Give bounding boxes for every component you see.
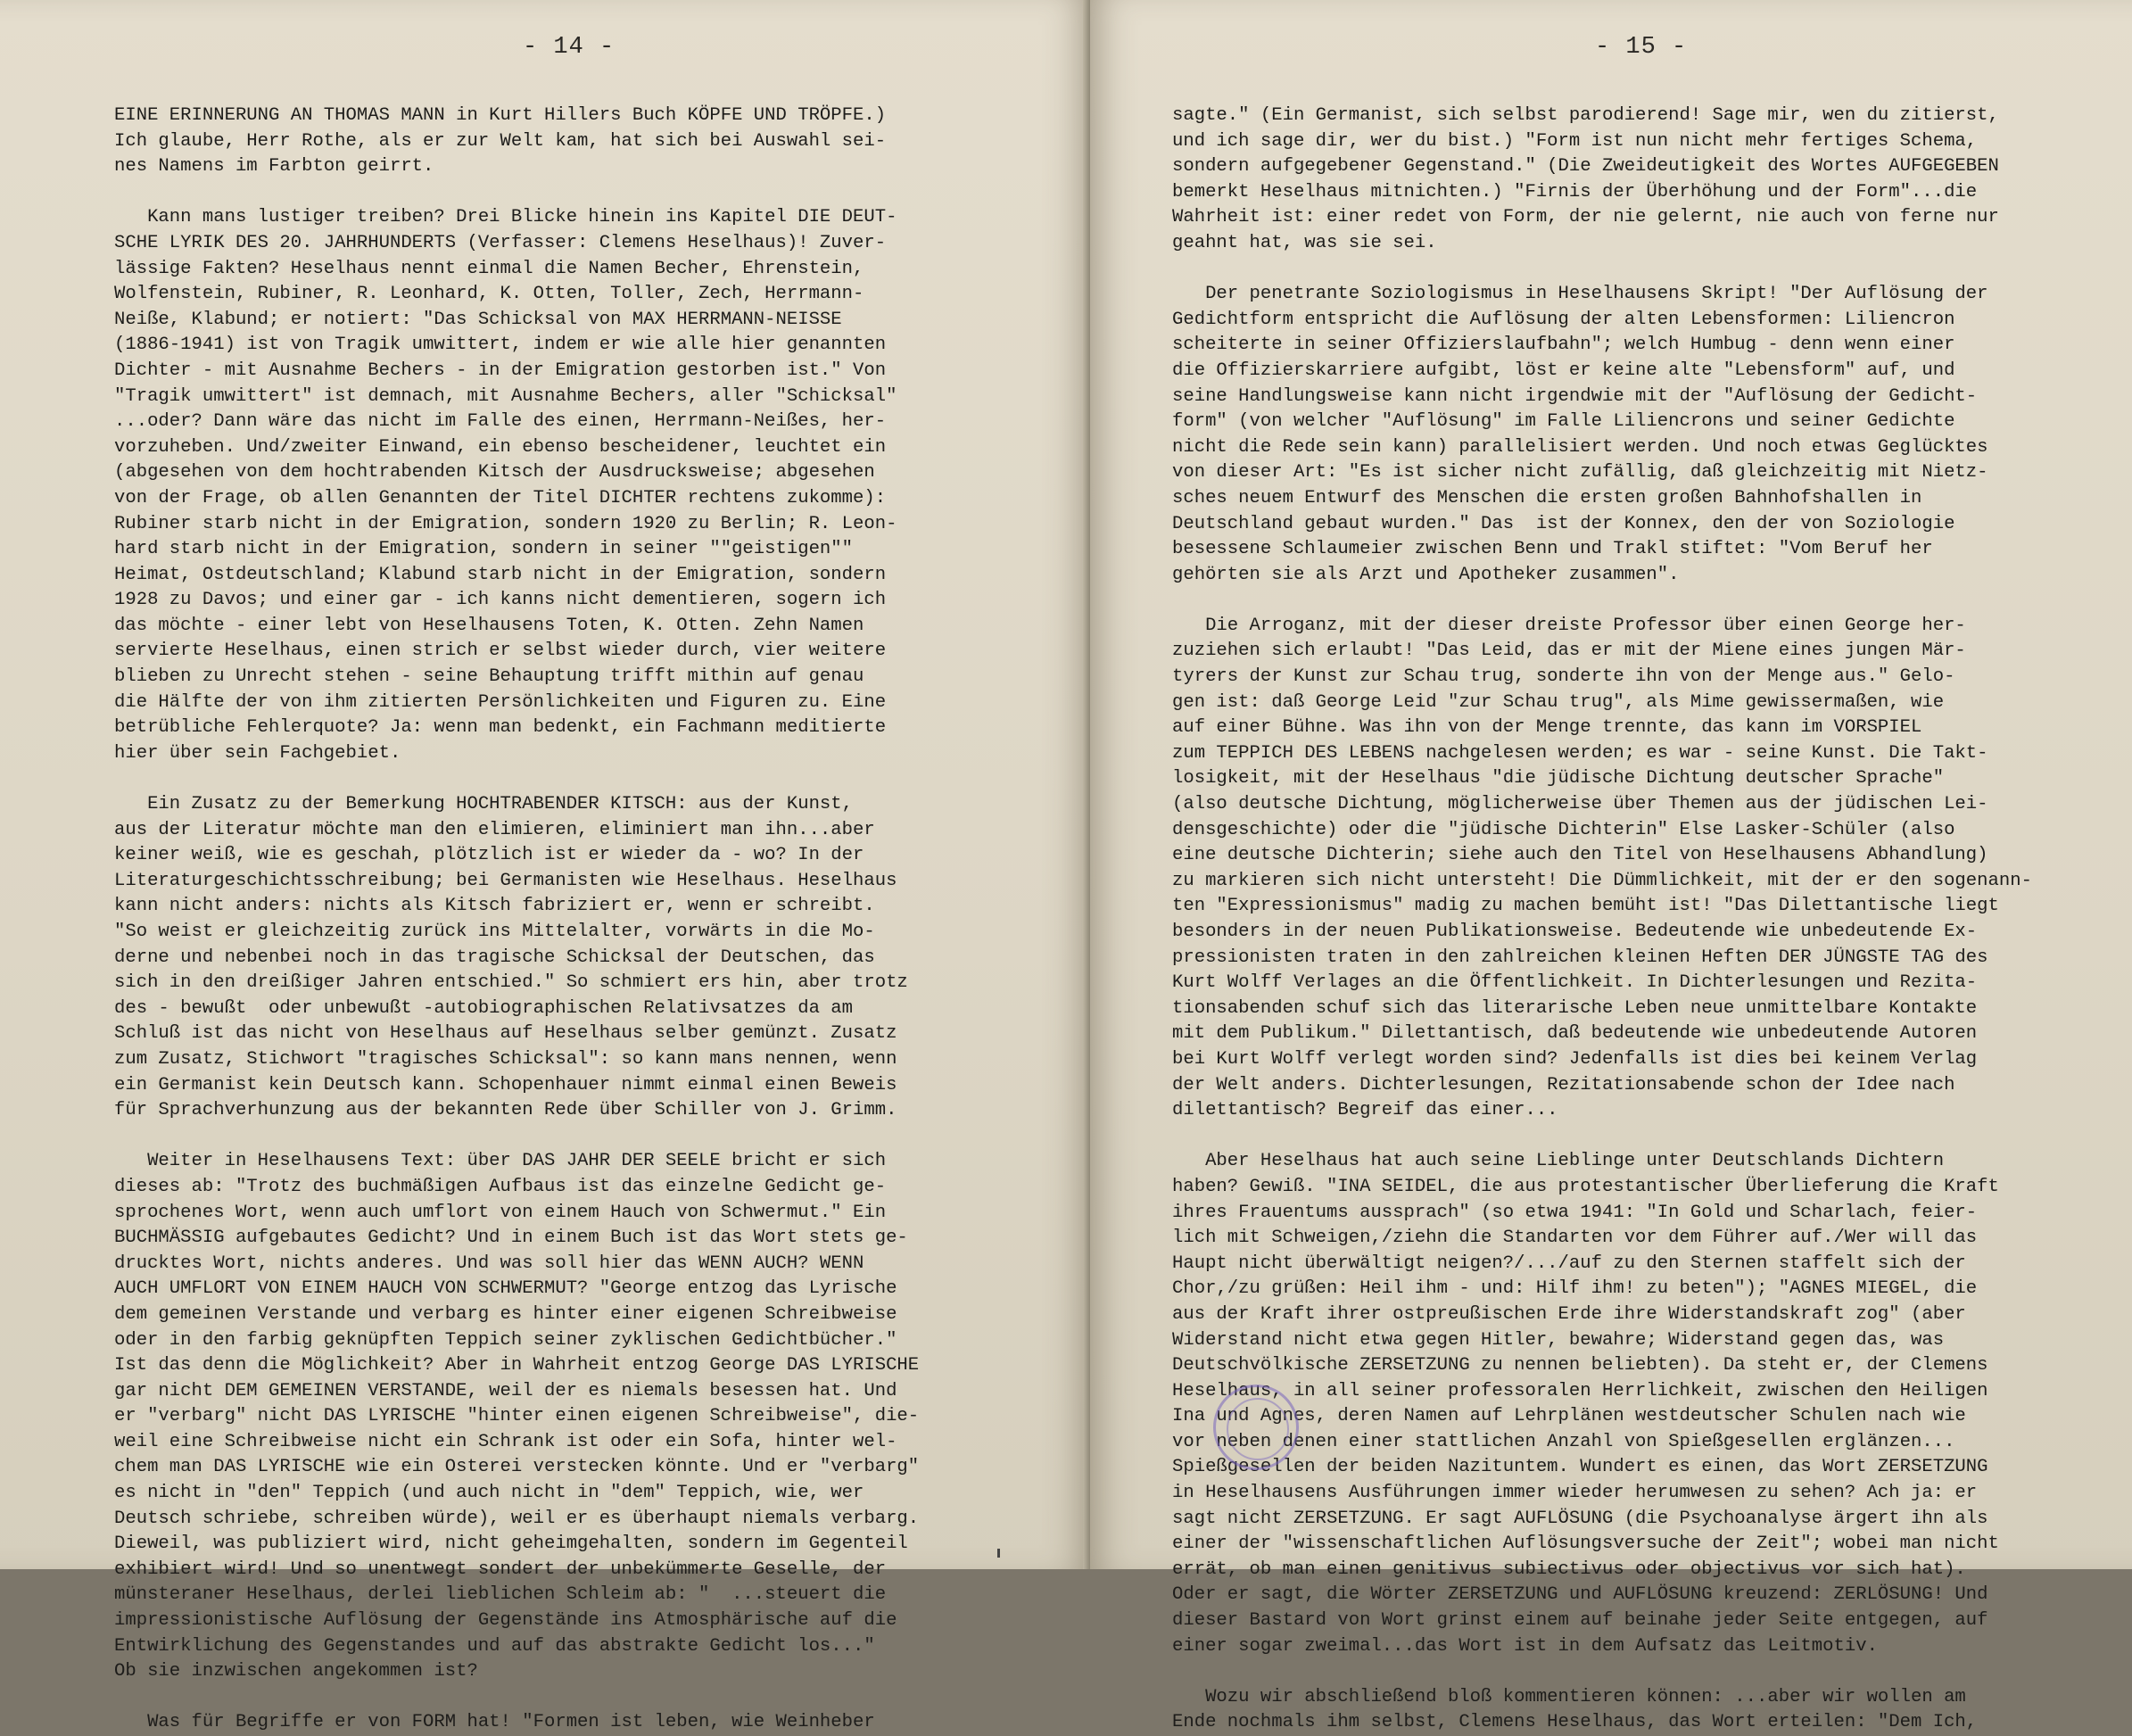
text-line: Deutschvölkische ZERSETZUNG zu nennen beliebten). Da steht er, der Clemens — [1172, 1355, 1988, 1376]
text-line: Rubiner starb nicht in der Emigration, sondern 1920 zu Berlin; R. Leon- — [114, 513, 897, 534]
text-line: Ich glaube, Herr Rothe, als er zur Welt kam, hat sich bei Auswahl sei- — [114, 130, 887, 152]
text-line: gen ist: daß George Leid "zur Schau trug", als Mime gewissermaßen, wie — [1172, 691, 1945, 713]
text-line: lässige Fakten? Heselhaus nennt einmal die Namen Becher, Ehrenstein, — [114, 258, 864, 279]
text-line: Wahrheit ist: einer redet von Form, der nie gelernt, nie auch von ferne nur — [1172, 207, 1999, 228]
text-line: die Offizierskarriere aufgibt, löst er keine alte "Lebensform" auf, und — [1172, 360, 1955, 381]
text-line: dieser Bastard von Wort grinst einem auf beinahe jeder Seite entgegen, auf — [1172, 1610, 1988, 1632]
text-line: besonders in der neuen Publikationsweise. Bedeutende wie unbedeutende Ex- — [1172, 922, 1978, 942]
text-line: Dichter - mit Ausnahme Bechers - in der Emigration gestorben ist." Von — [114, 360, 887, 381]
text-line: eine deutsche Dichterin; siehe auch den Titel von Heselhausens Abhandlung) — [1172, 845, 1988, 866]
text-line: Aber Heselhaus hat auch seine Lieblinge unter Deutschlands Dichtern — [1172, 1151, 1945, 1172]
text-line: derne und nebenbei noch in das tragische Schicksal der Deutschen, das — [114, 947, 875, 968]
right-page-number: - 15 - — [1595, 34, 1688, 61]
text-line: ein Germanist kein Deutsch kann. Schopenhauer nimmt einmal einen Beweis — [114, 1074, 897, 1095]
text-line: sagte." (Ein Germanist, sich selbst parodierend! Sage mir, wen du zitierst, — [1172, 105, 1999, 126]
text-line: einer sogar zweimal...das Wort ist in dem Aufsatz das Leitmotiv. — [1172, 1635, 1878, 1657]
text-line: er "verbarg" nicht DAS LYRISCHE "hinter einen eigenen Schreibweise", die- — [114, 1406, 920, 1427]
text-line: Ob sie inzwischen angekommen ist? — [114, 1661, 478, 1682]
text-line: Heselhaus, in all seiner professoralen Herrlichkeit, zwischen den Heiligen — [1172, 1380, 1988, 1401]
text-line: (also deutsche Dichtung, möglicherweise über Themen aus der jüdischen Lei- — [1172, 794, 1988, 815]
text-line: seine Handlungsweise kann nicht irgendwie mit der "Auflösung der Gedicht- — [1172, 385, 1978, 407]
left-page-number: - 14 - — [523, 34, 616, 61]
text-line: ten "Expressionismus" madig zu machen bemüht ist! "Das Dilettantische liegt — [1172, 896, 1999, 917]
right-page — [1090, 0, 2132, 1733]
text-line: dieses ab: "Trotz des buchmäßigen Aufbaus ist das einzelne Gedicht ge- — [114, 1176, 887, 1197]
text-line: vor neben denen einer stattlichen Anzahl von Spießgesellen erglänzen... — [1172, 1431, 1955, 1452]
text-line: Deutschland gebaut wurden." Das ist der Konnex, den der von Soziologie — [1172, 513, 1955, 534]
text-line: scheiterte in seiner Offizierslaufbahn"; welch Humbug - denn wenn einer — [1172, 335, 1955, 356]
text-line: "So weist er gleichzeitig zurück ins Mittelalter, vorwärts in die Mo- — [114, 922, 875, 942]
text-line: lich mit Schweigen,/ziehn die Standarten vor dem Führer auf./Wer will das — [1172, 1228, 1978, 1249]
text-line: Wozu wir abschließend bloß kommentieren können: ...aber wir wollen am — [1172, 1686, 1966, 1707]
text-line: 1928 zu Davos; und einer gar - ich kanns nicht dementieren, sogern ich — [114, 590, 887, 611]
text-line: auf einer Bühne. Was ihn von der Menge trennte, das kann im VORSPIEL — [1172, 717, 1922, 739]
text-line: BUCHMÄSSIG aufgebautes Gedicht? Und in einem Buch ist das Wort stets ge- — [114, 1228, 908, 1249]
text-line: tionsabenden schuf sich das literarische Leben neue unmittelbare Kontakte — [1172, 997, 1978, 1019]
text-line: errät, ob man einen genitivus subiectivus oder objectivus vor sich hat). — [1172, 1558, 1966, 1580]
text-line: ...oder? Dann wäre das nicht im Falle des einen, Herrmann-Neißes, her- — [114, 411, 887, 433]
text-line: haben? Gewiß. "INA SEIDEL, die aus protestantischer Überlieferung die Kraft — [1172, 1176, 1999, 1197]
text-line: zu markieren sich nicht untersteht! Die Dümmlichkeit, mit der er den sogenann- — [1172, 870, 2032, 891]
text-line — [1172, 588, 2032, 614]
text-line: zum TEPPICH DES LEBENS nachgelesen werden; es war - seine Kunst. Die Takt- — [1172, 742, 1988, 764]
text-line: form" (von welcher "Auflösung" im Falle Liliencrons und seiner Gedichte — [1172, 411, 1955, 433]
text-line: (abgesehen von dem hochtrabenden Kitsch der Ausdrucksweise; abgesehen — [114, 462, 875, 484]
text-line: nicht die Rede sein kann) parallelisiert werden. Und noch etwas Geglücktes — [1172, 436, 1988, 458]
text-line: keiner weiß, wie es geschah, plötzlich ist er wieder da - wo? In der — [114, 845, 864, 866]
page-mark — [997, 1549, 1000, 1558]
text-line: Dieweil, was publiziert wird, nicht geheimgehalten, sondern im Gegenteil — [114, 1533, 908, 1555]
right-page-text — [1172, 103, 2032, 1736]
text-line: von dieser Art: "Es ist sicher nicht zufällig, daß gleichzeitig mit Nietz- — [1172, 462, 1988, 484]
text-line: betrübliche Fehlerquote? Ja: wenn man bedenkt, ein Fachmann meditierte — [114, 717, 887, 739]
text-line: Wolfenstein, Rubiner, R. Leonhard, K. Otten, Toller, Zech, Herrmann- — [114, 284, 864, 305]
text-line: SCHE LYRIK DES 20. JAHRHUNDERTS (Verfasser: Clemens Heselhaus)! Zuver- — [114, 232, 887, 253]
text-line: bemerkt Heselhaus mitnichten.) "Firnis der Überhöhung und der Form"...die — [1172, 181, 1978, 203]
text-line: mit dem Publikum." Dilettantisch, daß bedeutende wie unbedeutende Autoren — [1172, 1023, 1978, 1045]
text-line: pressionisten traten in den zahlreichen kleinen Heften DER JÜNGSTE TAG des — [1172, 947, 1988, 968]
text-line: und ich sage dir, wer du bist.) "Form ist nun nicht mehr fertiges Schema, — [1172, 130, 1978, 152]
text-line: aus der Literatur möchte man den elimieren, eliminiert man ihn...aber — [114, 819, 875, 840]
text-line: Heimat, Ostdeutschland; Klabund starb nicht in der Emigration, sondern — [114, 564, 887, 585]
text-line: Ende nochmals ihm selbst, Clemens Heselhaus, das Wort erteilen: "Dem Ich, — [1172, 1712, 1978, 1733]
text-line: bei Kurt Wolff verlegt worden sind? Jedenfalls ist dies bei keinem Verlag — [1172, 1048, 1978, 1070]
text-line: kann nicht anders: nichts als Kitsch fabriziert er, wenn er schreibt. — [114, 896, 875, 917]
text-line: oder in den farbig geknüpften Teppich seiner zyklischen Gedichtbücher." — [114, 1329, 897, 1351]
text-line: losigkeit, mit der Heselhaus "die jüdische Dichtung deutscher Sprache" — [1172, 768, 1945, 789]
text-line: Weiter in Heselhausens Text: über DAS JAHR DER SEELE bricht er sich — [114, 1151, 887, 1172]
text-line: Was für Begriffe er von FORM hat! "Formen ist leben, wie Weinheber — [114, 1712, 875, 1733]
text-line — [1172, 1124, 2032, 1150]
text-line: für Sprachverhunzung aus der bekannten Rede über Schiller von J. Grimm. — [114, 1100, 897, 1121]
text-line: gar nicht DEM GEMEINEN VERSTANDE, weil der es niemals besessen hat. Und — [114, 1380, 897, 1401]
text-line: sagt nicht ZERSETZUNG. Er sagt AUFLÖSUNG (die Psychoanalyse ärgert ihn als — [1172, 1508, 1988, 1529]
text-line: dem gemeinen Verstande und verbarg es hinter einer eigenen Schreibweise — [114, 1303, 897, 1325]
text-line: Oder er sagt, die Wörter ZERSETZUNG und AUFLÖSUNG kreuzend: ZERLÖSUNG! Und — [1172, 1584, 1988, 1606]
text-line — [114, 180, 919, 206]
text-line: (1886-1941) ist von Tragik umwittert, indem er wie alle hier genannten — [114, 335, 887, 356]
text-line: sches neuem Entwurf des Menschen die ersten großen Bahnhofshallen in — [1172, 487, 1922, 508]
text-line — [1172, 1659, 2032, 1685]
text-line: sich in den dreißiger Jahren entschied." So schmiert ers hin, aber trotz — [114, 972, 908, 994]
text-line: tyrers der Kunst zur Schau trug, sonderte ihn von der Menge aus." Gelo- — [1172, 666, 1955, 688]
text-line: das möchte - einer lebt von Heselhausens Toten, K. Otten. Zehn Namen — [114, 615, 864, 636]
text-line: Entwirklichung des Gegenstandes und auf das abstrakte Gedicht los..." — [114, 1635, 875, 1657]
text-line: servierte Heselhaus, einen strich er selbst wieder durch, vier weitere — [114, 641, 887, 662]
text-line: Der penetrante Soziologismus in Heselhausens Skript! "Der Auflösung der — [1172, 284, 1988, 305]
text-line: Kurt Wolff Verlages an die Öffentlichkeit. In Dichterlesungen und Rezita- — [1172, 972, 1978, 994]
text-line: AUCH UMFLORT VON EINEM HAUCH VON SCHWERMUT? "George entzog das Lyrische — [114, 1278, 897, 1300]
text-line: hard starb nicht in der Emigration, sondern in seiner ""geistigen"" — [114, 539, 854, 560]
text-line: die Hälfte der von ihm zitierten Persönlichkeiten und Figuren zu. Eine — [114, 691, 887, 713]
text-line: "Tragik umwittert" ist demnach, mit Ausnahme Bechers, aller "Schicksal" — [114, 385, 897, 407]
text-line: sondern aufgegebener Gegenstand." (Die Zweideutigkeit des Wortes AUFGEGEBEN — [1172, 156, 1999, 178]
text-line: zum Zusatz, Stichwort "tragisches Schicksal": so kann mans nennen, wenn — [114, 1048, 897, 1070]
text-line: ihres Frauentums aussprach" (so etwa 1941: "In Gold und Scharlach, feier- — [1172, 1202, 1978, 1223]
text-line: gehörten sie als Arzt und Apotheker zusammen". — [1172, 564, 1680, 585]
text-line: zuziehen sich erlaubt! "Das Leid, das er mit der Miene eines jungen Mär- — [1172, 641, 1966, 662]
text-line: der Welt anders. Dichterlesungen, Rezitationsabende schon der Idee nach — [1172, 1074, 1955, 1095]
text-line: Chor,/zu grüßen: Heil ihm - und: Hilf ihm! zu beten"); "AGNES MIEGEL, die — [1172, 1278, 1978, 1300]
text-line: von der Frage, ob allen Genannten der Titel DICHTER rechtens zukomme): — [114, 487, 887, 508]
text-line: Widerstand nicht etwa gegen Hitler, bewahre; Widerstand gegen das, was — [1172, 1329, 1945, 1351]
text-line: EINE ERINNERUNG AN THOMAS MANN in Kurt Hillers Buch KÖPFE UND TRÖPFE.) — [114, 105, 887, 126]
text-line: hier über sein Fachgebiet. — [114, 742, 401, 764]
text-line: einer der "wissenschaftlichen Auflösungsversuche der Zeit"; wobei man nicht — [1172, 1533, 1999, 1555]
text-line: dilettantisch? Begreif das einer... — [1172, 1100, 1558, 1121]
text-line — [114, 1124, 919, 1150]
text-line: exhibiert wird! Und so unentwegt sondert der unbekümmerte Geselle, der — [114, 1558, 887, 1580]
text-line: Schluß ist das nicht von Heselhaus auf Heselhaus selber gemünzt. Zusatz — [114, 1023, 897, 1045]
text-line — [114, 766, 919, 792]
text-line: Haupt nicht überwältigt neigen?/.../auf zu den Sternen staffelt sich der — [1172, 1252, 1966, 1274]
text-line: Ist das denn die Möglichkeit? Aber in Wahrheit entzog George DAS LYRISCHE — [114, 1355, 920, 1376]
text-line: Die Arroganz, mit der dieser dreiste Professor über einen George her- — [1172, 615, 1966, 636]
text-line: Neiße, Klabund; er notiert: "Das Schicksal von MAX HERRMANN-NEISSE — [114, 309, 842, 330]
text-line: geahnt hat, was sie sei. — [1172, 232, 1437, 253]
text-line: des - bewußt oder unbewußt -autobiographischen Relativsatzes da am — [114, 997, 854, 1019]
text-line: Deutsch schriebe, schreiben würde), weil er es überhaupt niemals verbarg. — [114, 1508, 920, 1529]
text-line: blieben zu Unrecht stehen - seine Behauptung trifft mithin auf genau — [114, 666, 864, 688]
text-line: Gedichtform entspricht die Auflösung der alten Lebensformen: Liliencron — [1172, 309, 1955, 330]
text-line: sprochenes Wort, wenn auch umflort von einem Hauch von Schwermut." Ein — [114, 1202, 887, 1223]
text-line: münsteraner Heselhaus, derlei lieblichen Schleim ab: " ...steuert die — [114, 1584, 887, 1606]
text-line: es nicht in "den" Teppich (und auch nicht in "dem" Teppich, wie, wer — [114, 1483, 864, 1504]
text-line: weil eine Schreibweise nicht ein Schrank ist oder ein Sofa, hinter wel- — [114, 1431, 897, 1452]
text-line: Literaturgeschichtsschreibung; bei Germanisten wie Heselhaus. Heselhaus — [114, 870, 897, 891]
text-line — [114, 1685, 919, 1711]
text-line: Kann mans lustiger treiben? Drei Blicke hinein ins Kapitel DIE DEUT- — [114, 207, 897, 228]
text-line: in Heselhausens Ausführungen immer wieder herumwesen zu sehen? Ach ja: er — [1172, 1483, 1978, 1504]
text-line: besessene Schlaumeier zwischen Benn und Trakl stiftet: "Vom Beruf her — [1172, 539, 1933, 560]
text-line: nes Namens im Farbton geirrt. — [114, 156, 434, 178]
library-stamp-icon — [1213, 1385, 1299, 1470]
text-line — [1172, 257, 2032, 283]
text-line: densgeschichte) oder die "jüdische Dichterin" Else Lasker-Schüler (also — [1172, 819, 1955, 840]
text-line: chem man DAS LYRISCHE wie ein Osterei verstecken könnte. Und er "verbarg" — [114, 1457, 920, 1478]
text-line: vorzuheben. Und/zweiter Einwand, ein ebenso bescheidener, leuchtet ein — [114, 436, 887, 458]
left-page-text — [114, 103, 919, 1736]
text-line: aus der Kraft ihrer ostpreußischen Erde ihre Widerstandskraft zog" (aber — [1172, 1303, 1966, 1325]
text-line: impressionistische Auflösung der Gegenstände ins Atmosphärische auf die — [114, 1610, 897, 1632]
text-line: Spießgesellen der beiden Nazituntem. Wundert es einen, das Wort ZERSETZUNG — [1172, 1457, 1988, 1478]
text-line: drucktes Wort, nichts anderes. Und was soll hier das WENN AUCH? WENN — [114, 1252, 864, 1274]
text-line: Ina und Agnes, deren Namen auf Lehrplänen westdeutscher Schulen nach wie — [1172, 1406, 1966, 1427]
text-line: Ein Zusatz zu der Bemerkung HOCHTRABENDER KITSCH: aus der Kunst, — [114, 794, 854, 815]
